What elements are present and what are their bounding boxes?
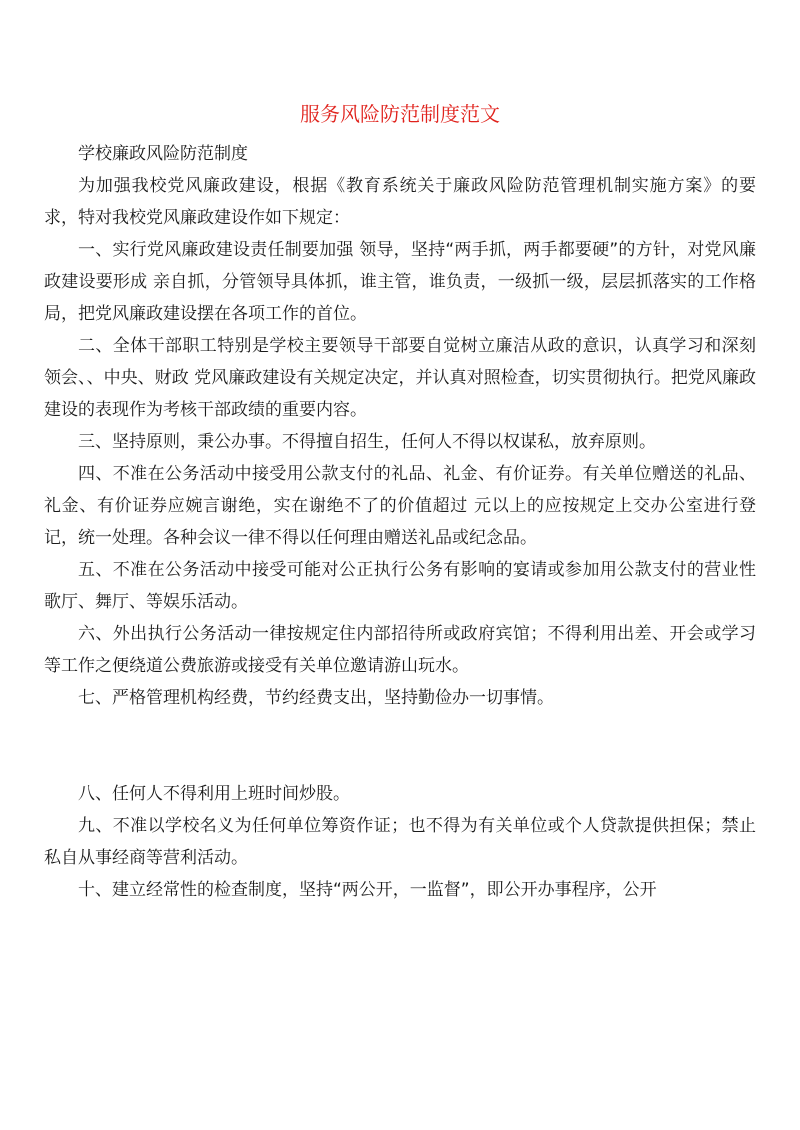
paragraph-7: 七、严格管理机构经费，节约经费支出，坚持勤俭办一切事情。 xyxy=(78,688,554,708)
paragraph-subtitle: 学校廉政风险防范制度 xyxy=(78,144,248,164)
paragraph-8: 八、任何人不得利用上班时间炒股。 xyxy=(78,784,350,804)
paragraph-10: 十、建立经常性的检查制度，坚持“两公开，一监督”，即公开办事程序，公开 xyxy=(78,880,657,900)
paragraph-6: 六、外出执行公务活动一律按规定住内部招待所或政府宾馆；不得利用出差、开会或学习等工作之便绕道公费旅游或接受有关单位邀请游山玩水。 xyxy=(44,624,756,676)
paragraph-4: 四、不准在公务活动中接受用公款支付的礼品、礼金、有价证券。有关单位赠送的礼品、礼金、有价证券应婉言谢绝，实在谢绝不了的价值超过 元以上的应按规定上交办公室进行登记，统一处理。各种会议一律不得以任何理由赠送礼品或纪念品。 xyxy=(44,464,756,548)
document-body xyxy=(44,138,756,906)
paragraph-1: 一、实行党风廉政建设责任制要加强 领导，坚持“两手抓，两手都要硬”的方针，对党风廉政建设要形成 亲自抓，分管领导具体抓，谁主管，谁负责，一级抓一级，层层抓落实的工作格局，把党风廉政建设摆在各项工作的首位。 xyxy=(44,240,756,324)
paragraph-9: 九、不准以学校名义为任何单位筹资作证；也不得为有关单位或个人贷款提供担保；禁止私自从事经商等营利活动。 xyxy=(44,816,756,868)
document-title: 服务风险防范制度范文 xyxy=(300,102,500,126)
paragraph-3: 三、坚持原则，秉公办事。不得擅自招生，任何人不得以权谋私，放弃原则。 xyxy=(78,432,656,452)
paragraph-5: 五、不准在公务活动中接受可能对公正执行公务有影响的宴请或参加用公款支付的营业性歌厅、舞厅、等娱乐活动。 xyxy=(44,560,756,612)
paragraph-2: 二、全体干部职工特别是学校主要领导干部要自觉树立廉洁从政的意识，认真学习和深刻领会、、中央、财政 党风廉政建设有关规定决定，并认真对照检查，切实贯彻执行。把党风廉政建设的表现作为考核干部政绩的重要内容。 xyxy=(44,336,756,420)
paragraph-intro: 为加强我校党风廉政建设，根据《教育系统关于廉政风险防范管理机制实施方案》的要求，特对我校党风廉政建设作如下规定： xyxy=(44,176,756,228)
